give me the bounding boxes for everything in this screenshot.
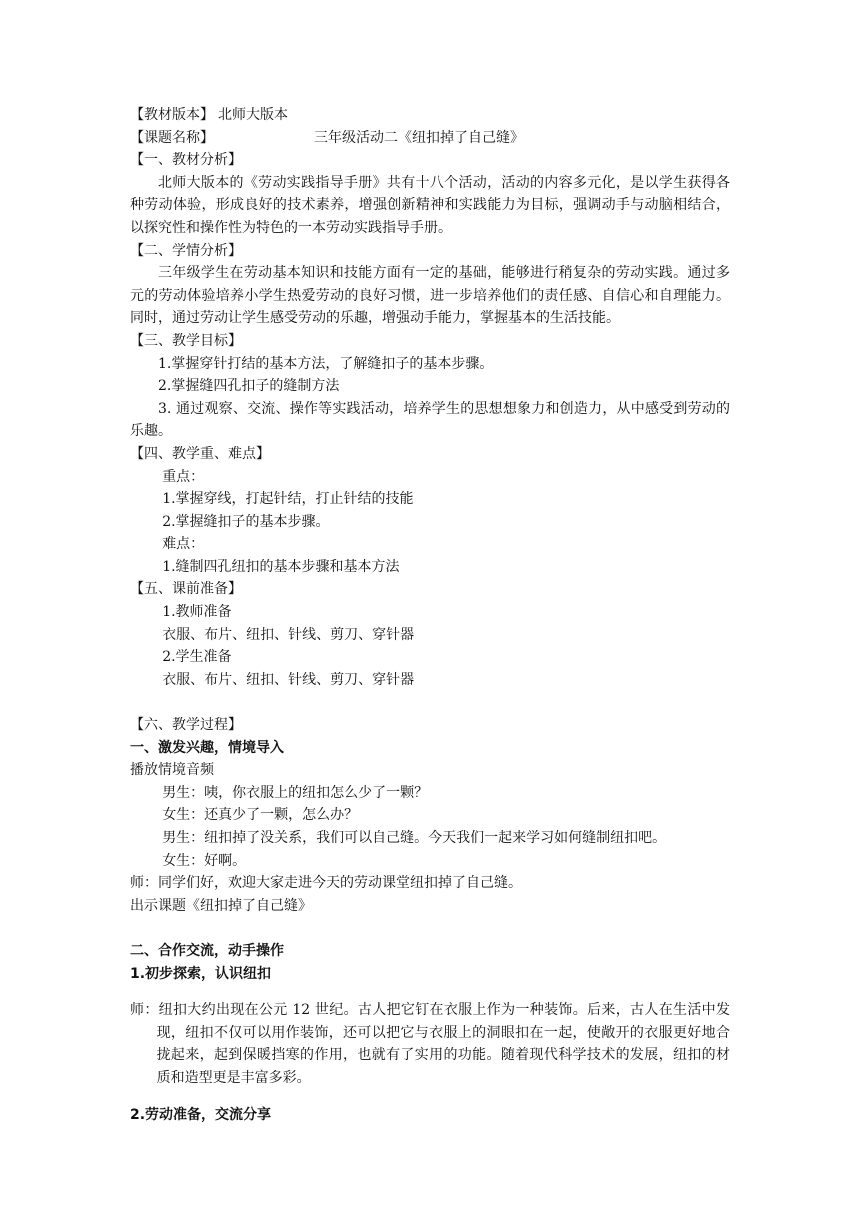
difficulty-item: 1.缝制四孔纽扣的基本步骤和基本方法 [162, 558, 400, 575]
step-one-text: 师：纽扣大约出现在公元 12 世纪。古人把它钉在衣服上作为一种装饰。后来，古人在生活中发现，纽扣不仅可以用作装饰，还可以把它与衣服上的洞眼扣在一起，使敞开的衣服更好地合拢起来，起到保暖挡寒的作用，也就有了实用的功能。随着现代科学技术的发展，纽扣的材质和造型更是丰富多彩。 [130, 1002, 730, 1086]
student-analysis: 三年级学生在劳动基本知识和技能方面有一定的基础，能够进行稍复杂的劳动实践。通过多元的劳动体验培养小学生热爱劳动的良好习惯，进一步培养他们的责任感、自信心和自理能力。同时，通过劳动让学生感受劳动的乐趣，增强动手能力，掌握基本的生活技能。 [130, 265, 730, 327]
section-heading: 【六、教学过程】 [130, 717, 242, 734]
edition-label: 【教材版本】 [130, 107, 214, 123]
lesson-plan [130, 104, 730, 1126]
show-lesson-title: 出示课题《纽扣掉了自己缝》 [130, 897, 312, 914]
student-prep-label: 2.学生准备 [162, 649, 232, 666]
student-prep-items: 衣服、布片、纽扣、针线、剪刀、穿针器 [162, 671, 415, 688]
title-line [130, 127, 730, 150]
title-label: 【课题名称】 [130, 129, 214, 146]
step-two-title: 2.劳动准备，交流分享 [130, 1106, 272, 1123]
spacer [130, 917, 730, 940]
dialog-line: 女生：还真少了一颗，怎么办？ [162, 807, 359, 824]
spacer [130, 691, 730, 714]
difficulty-label: 难点： [162, 536, 205, 553]
goal-item: 3. 通过观察、交流、操作等实践活动，培养学生的思想想象力和创造力，从中感受到劳动的乐趣。 [130, 400, 730, 440]
textbook-analysis: 北师大版本的《劳动实践指导手册》共有十八个活动，活动的内容多元化，是以学生获得各种劳动体验，形成良好的技术素养，增强创新精神和实践能力为目标，强调动手与动脑相结合，以探究性和操作性为特色的一本劳动实践指导手册。 [130, 174, 730, 236]
teacher-prep-label: 1.教师准备 [162, 604, 232, 621]
goal-item: 1.掌握穿针打结的基本方法，了解缝扣子的基本步骤。 [158, 355, 494, 372]
edition-value: 北师大版本 [218, 107, 288, 123]
teacher-prep-items: 衣服、布片、纽扣、针线、剪刀、穿针器 [162, 626, 415, 643]
lesson-title: 三年级活动二《纽扣掉了自己缝》 [314, 129, 524, 146]
part-two-title: 二、合作交流，动手操作 [130, 942, 284, 959]
dialog-line: 男生：纽扣掉了没关系，我们可以自己缝。今天我们一起来学习如何缝制纽扣吧。 [162, 830, 667, 846]
section-heading: 【三、教学目标】 [130, 332, 242, 349]
dialog-line: 男生：咦，你衣服上的纽扣怎么少了一颗？ [162, 784, 429, 801]
key-point-item: 1.掌握穿线，打起针结，打止针结的技能 [162, 491, 414, 508]
edition-line [130, 104, 730, 127]
step-one-title: 1.初步探索，认识纽扣 [130, 965, 272, 982]
teacher-greeting: 师：同学们好，欢迎大家走进今天的劳动课堂纽扣掉了自己缝。 [130, 875, 522, 892]
part-one-title: 一、激发兴趣，情境导入 [130, 739, 284, 756]
audio-instruction: 播放情境音频 [130, 762, 214, 779]
goal-item: 2.掌握缝四孔扣子的缝制方法 [158, 378, 340, 395]
section-heading: 【二、学情分析】 [130, 242, 242, 259]
dialog-line: 女生：好啊。 [162, 852, 247, 869]
key-points-label: 重点： [162, 468, 205, 485]
section-heading: 【五、课前准备】 [130, 581, 242, 598]
section-heading: 【四、教学重、难点】 [130, 445, 270, 462]
section-heading: 【一、教材分析】 [130, 152, 242, 169]
key-point-item: 2.掌握缝扣子的基本步骤。 [162, 513, 330, 530]
